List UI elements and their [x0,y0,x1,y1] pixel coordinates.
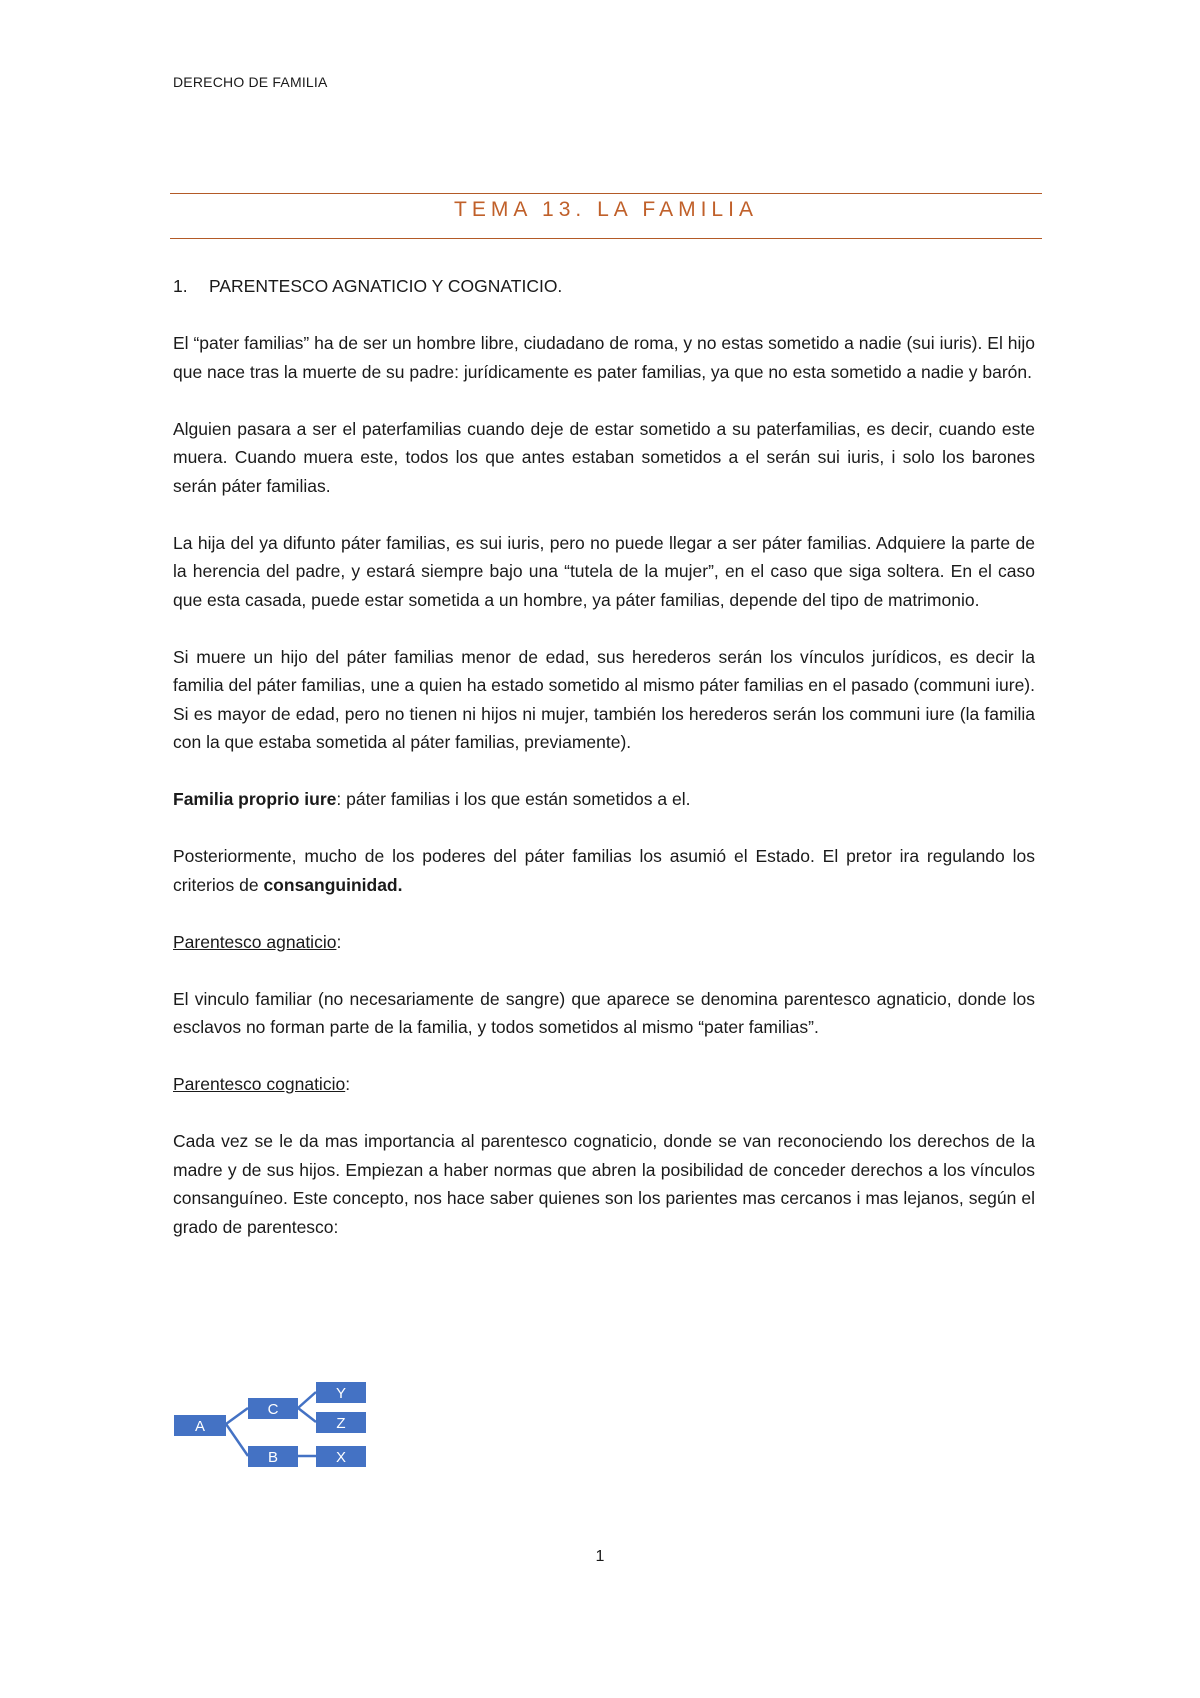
node-y-label: Y [335,1385,347,1402]
connector-c-z [298,1408,316,1422]
paragraph-5-text: : páter familias i los que están sometidos a el. [336,789,691,809]
kinship-diagram [170,1370,380,1480]
subheading-agnaticio [173,928,1035,957]
paragraph-6-text: Posteriormente, mucho de los poderes del páter familias los asumió el Estado. El pretor ira regulando los criterios de [173,846,1035,895]
subheading-cognaticio-text: Parentesco cognaticio [173,1074,346,1094]
node-a-label: A [194,1418,206,1435]
section-heading-text: PARENTESCO AGNATICIO Y COGNATICIO. [209,276,563,296]
section-heading [173,272,1035,301]
paragraph-8: Cada vez se le da mas importancia al parentesco cognaticio, donde se van reconociendo los derechos de la madre y de sus hijos. Empiezan a haber normas que abren la posibilidad de conceder derechos a los vínculos consanguíneo. Este concepto, nos hace saber quienes son los parientes mas cercanos i mas lejanos, según el grado de parentesco: [173,1131,1035,1237]
subheading-agnaticio-colon: : [336,931,342,952]
subheading-cognaticio-colon: : [345,1074,351,1094]
subheading-cognaticio [173,1070,1035,1099]
node-b-label: B [267,1449,279,1466]
connector-c-y [298,1392,316,1408]
node-x-label: X [335,1449,347,1466]
paragraph-2: Alguien pasara a ser el paterfamilias cuando deje de estar sometido a su paterfamilias, es decir, cuando este muera. Cuando muera este, todos los que antes estaban sometidos a el serán sui iuris, i solo los barones serán páter familias. [173,418,1035,496]
term-consanguinidad: consanguinidad. [263,874,403,895]
paragraph-5 [173,785,1035,814]
node-z-label: Z [336,1415,346,1432]
node-c-label: C [267,1401,279,1418]
paragraph-4: Si muere un hijo del páter familias menor de edad, sus herederos serán los vínculos jurídicos, es decir la familia del páter familias, une a quien ha estado sometido al mismo páter familias en el pasado (communi iure). Si es mayor de edad, pero no tienen ni hijos ni mujer, también los herederos serán los communi iure (la familia con la que estaba sometida al páter familias, previamente). [173,646,1035,752]
connector-a-b [226,1424,248,1456]
paragraph-3: La hija del ya difunto páter familias, es sui iuris, pero no puede llegar a ser páter familias. Adquiere la parte de la herencia del padre, y estará siempre bajo una “tutela de la mujer”, en el caso que siga soltera. En el caso que esta casada, puede estar sometida a un hombre, ya páter familias, depende del tipo de matrimonio. [173,532,1035,610]
term-familia-proprio-iure: Familia proprio iure [173,789,337,809]
document-title: TEMA 13. LA FAMILIA [454,198,758,221]
running-header: DERECHO DE FAMILIA [173,74,328,90]
connector-a-c [226,1408,248,1424]
node-z [316,1412,366,1433]
title-top-rule [170,193,1042,194]
subheading-agnaticio-text: Parentesco agnaticio [173,931,337,952]
node-b [248,1446,298,1467]
paragraph-7: El vinculo familiar (no necesariamente de sangre) que aparece se denomina parentesco agnaticio, donde los esclavos no forman parte de la familia, y todos sometidos al mismo “pater familias”. [173,988,1035,1037]
node-c [248,1398,298,1419]
section-number: 1. [173,276,188,296]
document-body [173,272,1035,1270]
node-y [316,1382,366,1403]
paragraph-1: El “pater familias” ha de ser un hombre libre, ciudadano de roma, y no estas sometido a nadie (sui iuris). El hijo que nace tras la muerte de su padre: jurídicamente es pater familias, ya que no esta sometido a nadie y barón. [173,333,1035,382]
node-x [316,1446,366,1467]
title-bottom-rule [170,238,1042,239]
node-a [174,1415,226,1436]
paragraph-6 [173,842,1035,899]
page-number: 1 [595,1548,605,1565]
